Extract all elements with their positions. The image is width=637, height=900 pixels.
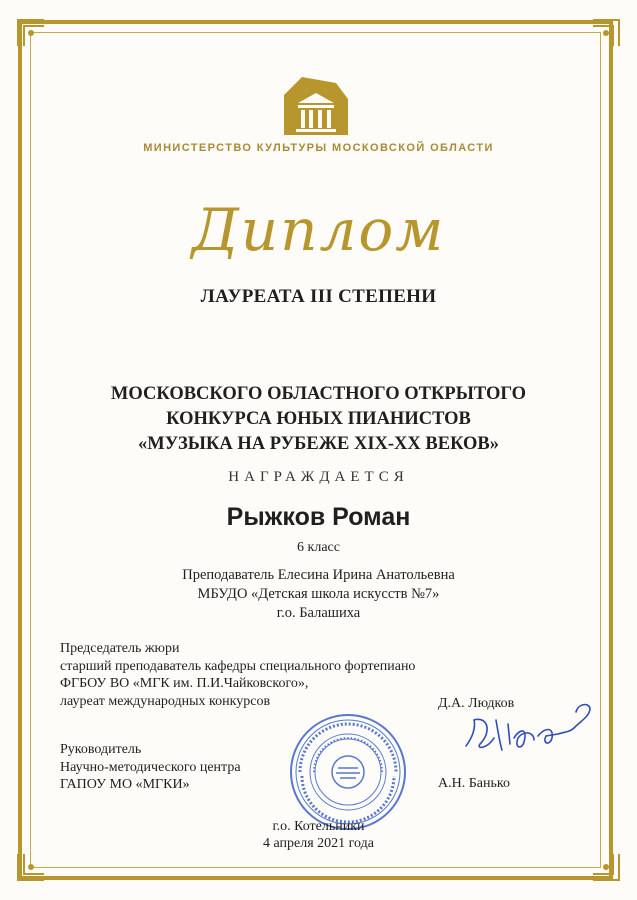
recipient-grade: 6 класс [297,540,340,555]
teacher-line: МБУДО «Детская школа искусств №7» [197,586,440,602]
diploma-title: Диплом [191,196,446,264]
teacher-line: Преподаватель Елесина Ирина Анатольевна [182,567,455,583]
recipient-name: Рыжков Роман [226,503,411,531]
ministry-name: МИНИСТЕРСТВО КУЛЬТУРЫ МОСКОВСКОЙ ОБЛАСТИ [143,142,494,154]
director-line: Научно-методического центра [60,759,241,775]
director-line: ГАПОУ МО «МГКИ» [60,777,190,792]
director-signatory: А.Н. Банько [438,776,510,791]
teacher-line: г.о. Балашиха [276,605,361,621]
corner-ornament-top-right-icon [589,16,623,50]
jury-chair-signatory: Д.А. Людков [438,696,515,711]
theatre-building-logo-icon [278,73,354,137]
corner-ornament-bottom-left-icon [14,850,48,884]
laureate-degree: ЛАУРЕАТА III СТЕПЕНИ [200,286,437,307]
issue-date: 4 апреля 2021 года [263,836,374,851]
jury-chair-line: лауреат международных конкурсов [60,693,271,709]
issue-place-date [0,818,637,852]
contest-title-line: «МУЗЫКА НА РУБЕЖЕ XIX-XX ВЕКОВ» [137,434,500,454]
contest-title-line: МОСКОВСКОГО ОБЛАСТНОГО ОТКРЫТОГО [110,384,527,404]
director-block [60,741,241,794]
jury-chair-line: ФГБОУ ВО «МГК им. П.И.Чайковского», [60,676,309,691]
awarded-label: НАГРАЖДАЕТСЯ [228,469,409,485]
handwritten-signature-icon [458,698,598,760]
teacher-info [0,566,637,623]
jury-chair-line: Председатель жюри [60,641,180,656]
issue-city: г.о. Котельники [272,819,365,834]
official-stamp-icon [288,712,408,832]
jury-chair-block [60,640,415,710]
contest-title-line: КОНКУРСА ЮНЫХ ПИАНИСТОВ [166,409,471,429]
contest-title [0,382,637,457]
corner-ornament-top-left-icon [14,16,48,50]
corner-ornament-bottom-right-icon [589,850,623,884]
director-line: Руководитель [60,742,142,757]
jury-chair-line: старший преподаватель кафедры специального фортепиано [60,658,416,674]
